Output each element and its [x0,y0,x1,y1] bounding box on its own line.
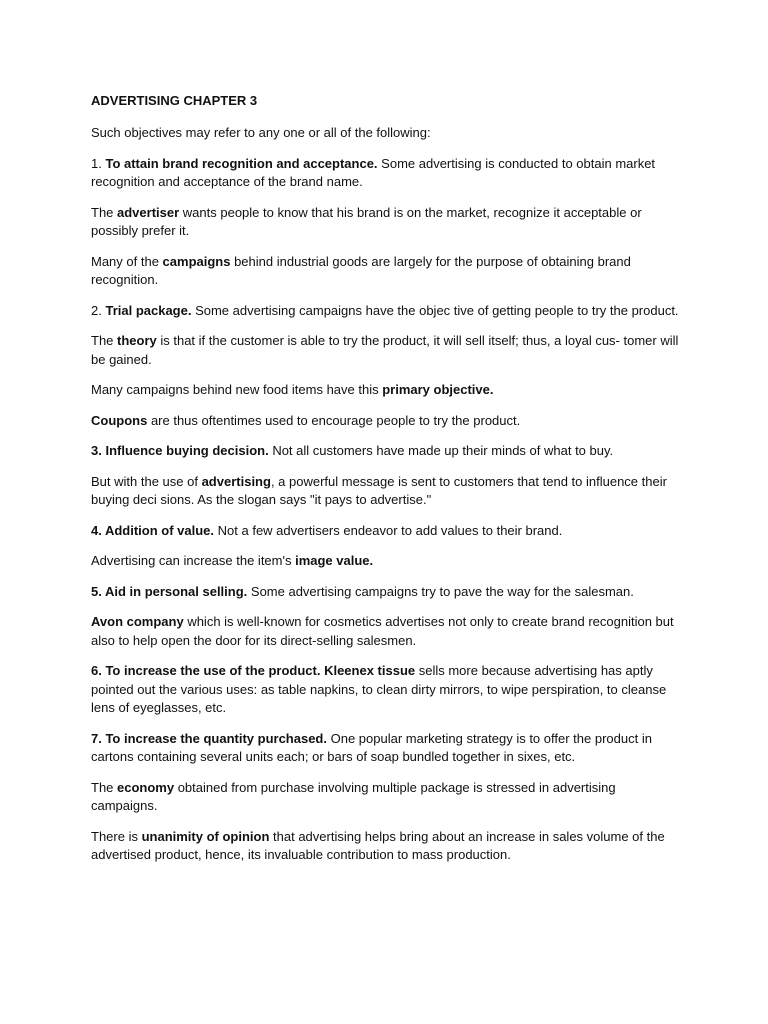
bold-text: 6. To increase the use of the product. Kleenex tissue [91,663,416,678]
text-run: which is well-known for cosmetics advertises not only to create brand recognition but also to help open the door for its direct-selling salesmen. [91,614,674,648]
text-run: 2. [91,302,106,318]
bold-text: theory [117,333,157,348]
paragraph [91,522,680,541]
paragraph [91,204,680,241]
text-run: 1. [91,155,106,171]
text-run: Not a few advertisers endeavor to add values to their brand. [214,522,563,538]
text-run: sells more because advertising has aptly pointed out the various uses: as table napkins, to clean dirty mirrors, to wipe perspiration, to cleanse lens of eyeglasses, etc. [91,663,667,715]
paragraph [91,730,680,767]
paragraph [91,381,680,400]
paragraph [91,412,680,431]
text-run: Many of the [91,253,163,269]
bold-text: advertising [201,473,271,489]
bold-text: economy [117,779,175,795]
paragraph [91,124,680,143]
text-run: , a powerful message is sent to customers that tend to influence their buying deci sions. As the slogan says "it pays to advertise." [91,473,667,507]
document-title: ADVERTISING CHAPTER 3 [91,93,258,108]
bold-text: 5. Aid in personal selling. [91,583,248,599]
paragraph [91,302,680,321]
text-run: obtained from purchase involving multiple package is stressed in advertising campaigns. [91,779,616,813]
text-run: are thus oftentimes used to encourage people to try the product. [147,412,521,428]
bold-text: advertiser [117,204,180,220]
paragraph [91,552,680,571]
bold-text: Avon company [91,614,184,629]
bold-text: Trial package. [105,302,192,318]
text-run: Not all customers have made up their minds of what to buy. [268,443,614,458]
paragraph [91,442,680,461]
bold-text: campaigns [162,253,231,269]
paragraph [91,155,680,192]
text-run: Some advertising campaigns have the objec tive of getting people to try the product. [191,302,679,318]
paragraph [91,583,680,602]
text-run: behind industrial goods are largely for the purpose of obtaining brand recognition. [91,253,631,287]
bold-text: unanimity of opinion [141,828,270,844]
paragraph [91,253,680,290]
document-body [91,124,680,865]
bold-text: 7. To increase the quantity purchased. [91,730,327,746]
text-run: Some advertising campaigns try to pave the way for the salesman. [247,583,634,599]
text-run: that advertising helps bring about an increase in sales volume of the advertised product, hence, its invaluable contribution to mass production. [91,828,665,862]
bold-text: 3. Influence buying decision. [91,443,269,458]
text-run: There is [91,828,142,844]
text-run: is that if the customer is able to try the product, it will sell itself; thus, a loyal cus- tomer will be gained. [91,333,679,367]
paragraph [91,779,680,816]
paragraph [91,828,680,865]
text-run: wants people to know that his brand is on the market, recognize it acceptable or possibly prefer it. [91,204,642,238]
bold-text: primary objective. [382,382,494,397]
paragraph [91,613,680,650]
paragraph [91,473,680,510]
paragraph [91,332,680,369]
bold-text: image value. [295,553,374,568]
text-run: Many campaigns behind new food items have this [91,382,383,397]
text-run: The [91,204,118,220]
text-run: One popular marketing strategy is to offer the product in cartons containing several units each; or bars of soap bundled together in sixes, etc. [91,730,652,764]
text-run: Such objectives may refer to any one or all of the following: [91,125,431,140]
paragraph [91,662,680,718]
text-run: The [91,779,118,795]
text-run: Advertising can increase the item's [91,553,296,568]
bold-text: 4. Addition of value. [91,522,215,538]
text-run: The [91,333,118,348]
bold-text: Coupons [91,412,148,428]
bold-text: To attain brand recognition and acceptance. [105,155,378,171]
text-run: Some advertising is conducted to obtain market recognition and acceptance of the brand name. [91,155,656,189]
text-run: But with the use of [91,473,202,489]
